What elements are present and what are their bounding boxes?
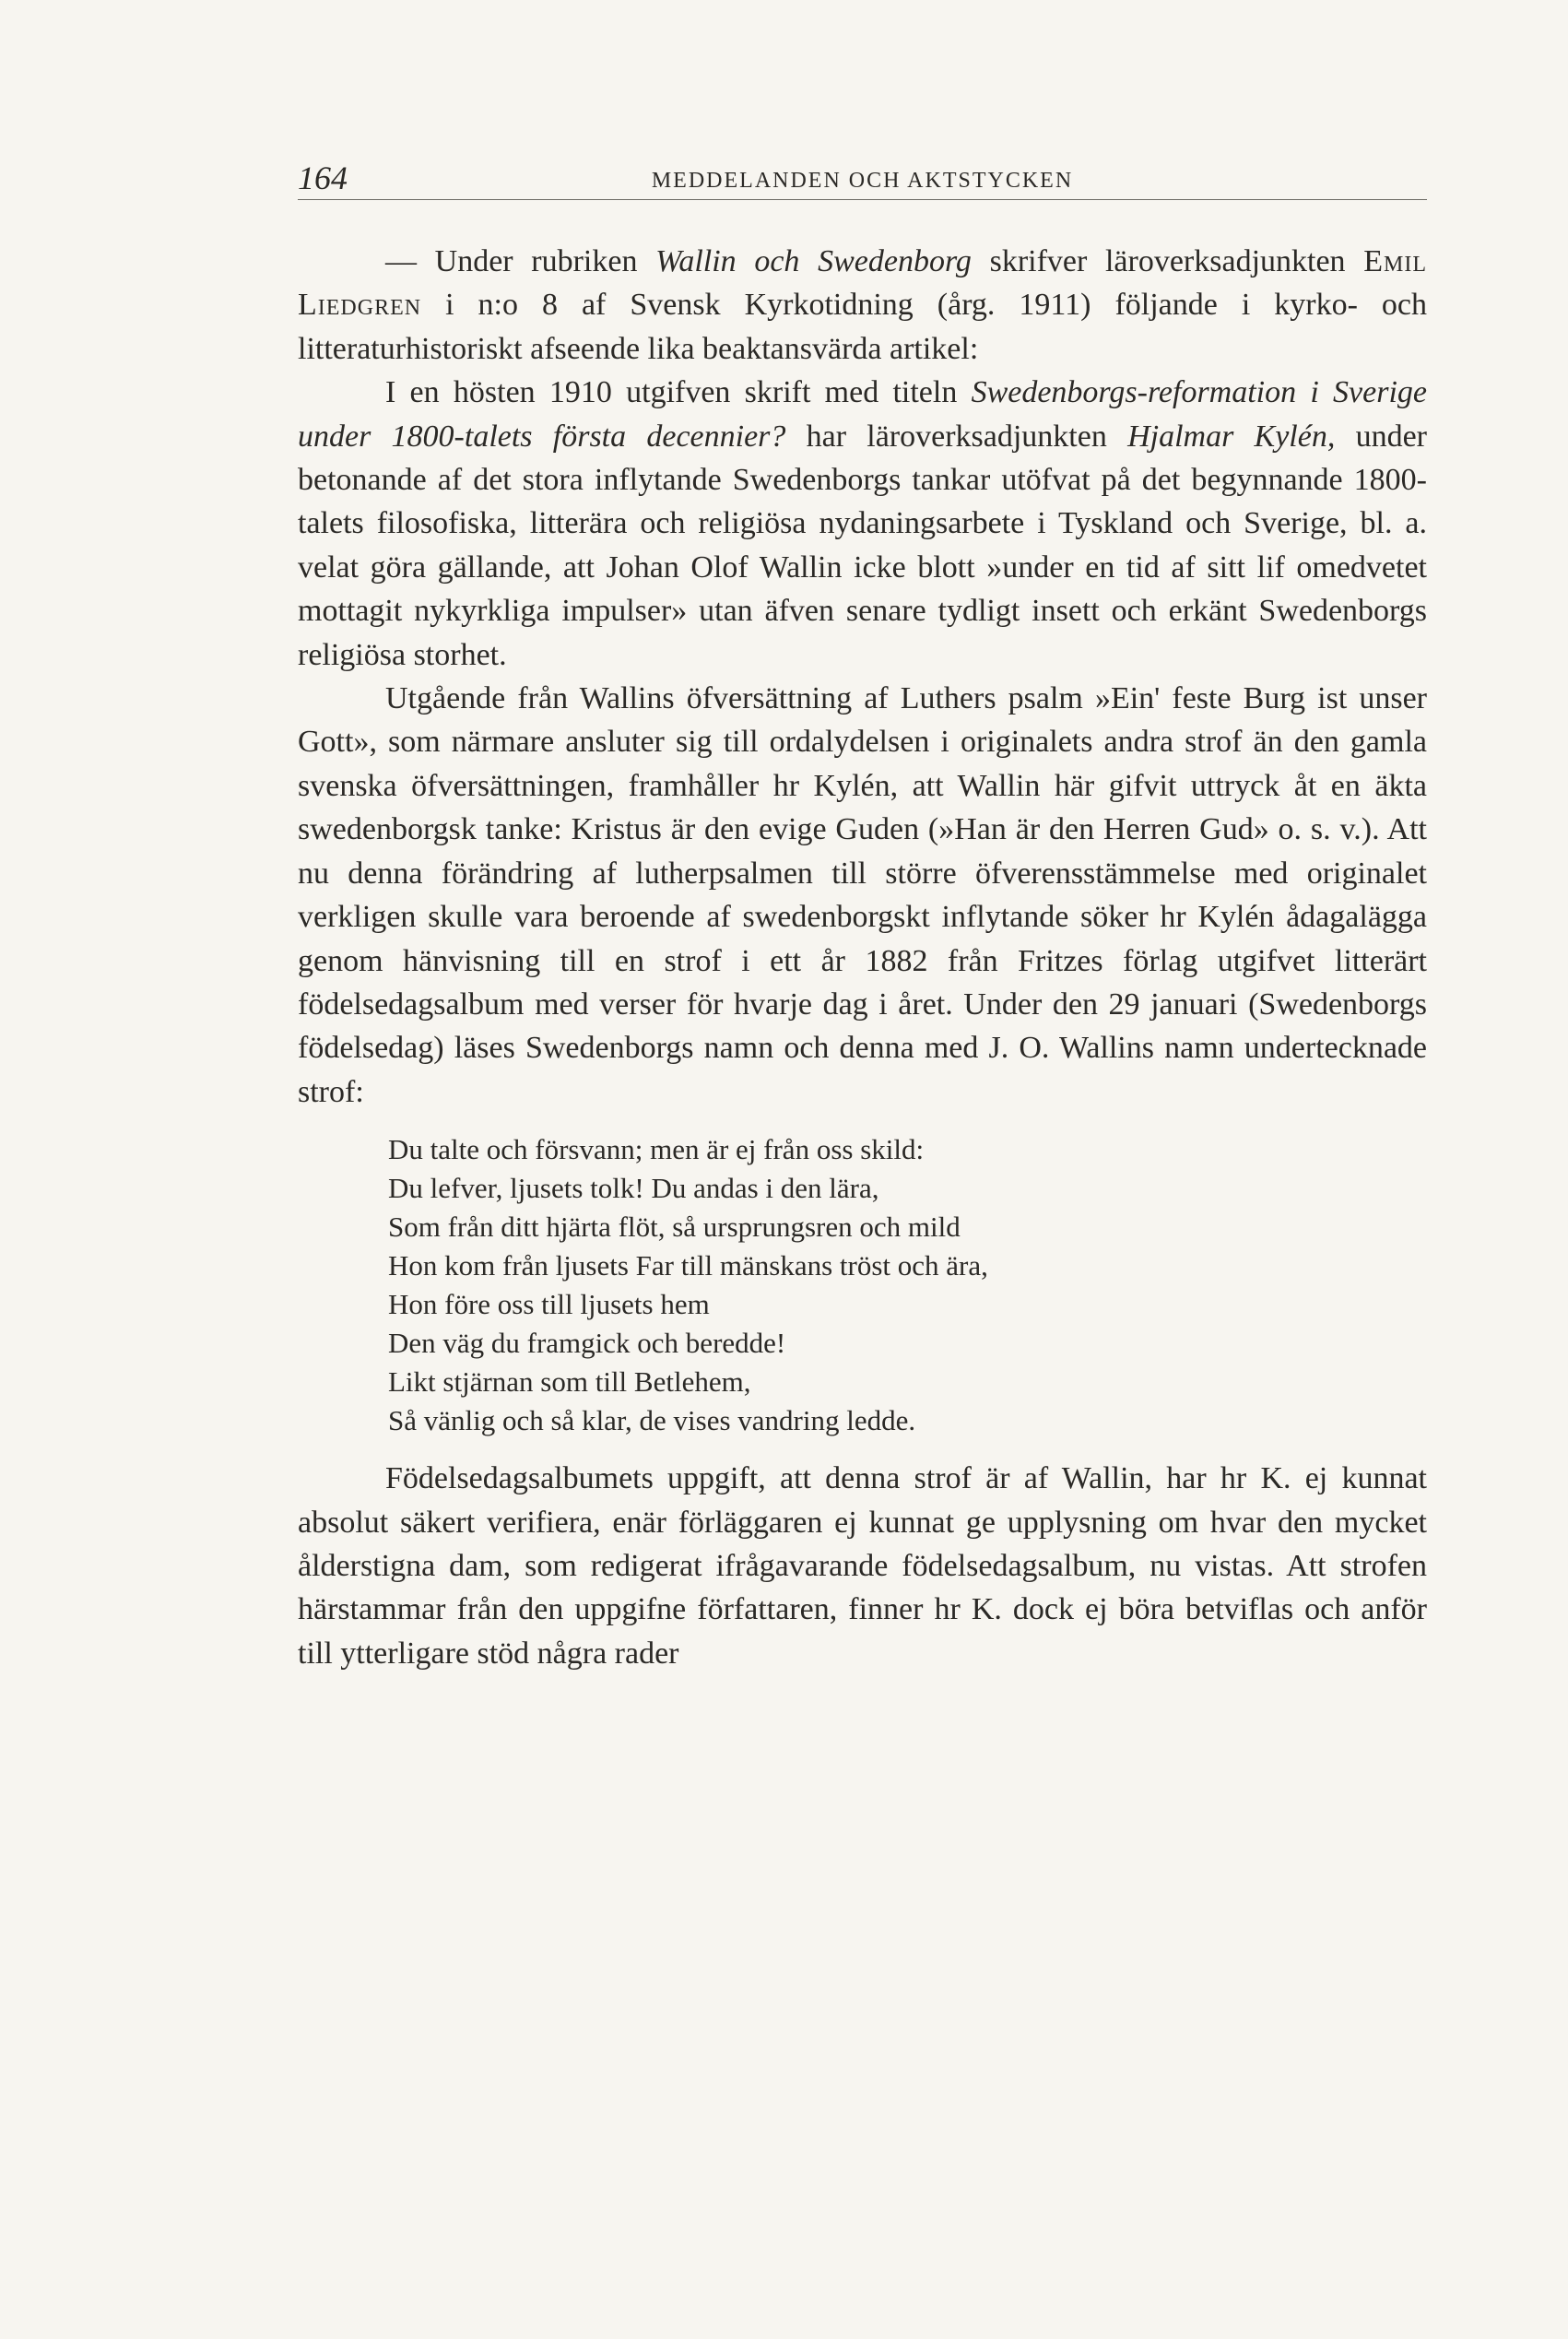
p2-italic-author: Hjalmar Kylén, [1127, 419, 1336, 454]
p1-text-2: skrifver läroverksadjunkten [971, 244, 1364, 278]
paragraph-4: Födelsedagsalbumets uppgift, att denna strof är af Wallin, har hr K. ej kunnat absolut säkert verifiera, enär förläggaren ej kunnat ge upplysning om hvar den mycket ålderstigna dam, som redigerat ifrågavarande födelsedagsalbum, nu vistas. Att strofen härstammar från den uppgifne författaren, finner hr K. dock ej böra betviflas och anför till ytterligare stöd några rader [298, 1461, 1427, 1671]
page-number: 164 [298, 159, 348, 196]
verse-line: Hon före oss till ljusets hem [388, 1288, 710, 1321]
p1-author-name: Emil Liedgren [298, 244, 1427, 323]
paragraph-1 [298, 240, 1427, 371]
p1-italic-title: Wallin och Swedenborg [655, 244, 972, 278]
verse-line: Hon kom från ljusets Far till mänskans tröst och ära, [388, 1249, 988, 1282]
body-text [298, 240, 1427, 1675]
header-title: MEDDELANDEN OCH AKTSTYCKEN [651, 169, 1074, 193]
paragraph-3: Utgående från Wallins öfversättning af Luthers psalm »Ein' feste Burg ist unser Gott», som närmare ansluter sig till ordalydelsen i originalets andra strof än den gamla svenska öfversättningen, framhåller hr Kylén, att Wallin här gifvit uttryck åt en äkta swedenborgsk tanke: Kristus är den evige Guden (»Han är den Herren Gud» o. s. v.). Att nu denna förändring af lutherpsalmen till större öfverensstämmelse med originalet verkligen skulle vara beroende af swedenborgskt inflytande söker hr Kylén ådagalägga genom hänvisning till en strof i ett år 1882 från Fritzes förlag utgifvet litterärt födelsedagsalbum med verser för hvarje dag i året. Under den 29 januari (Swedenborgs födelsedag) läses Swedenborgs namn och denna med J. O. Wallins namn undertecknade strof: [298, 681, 1427, 1109]
p2-text-1: I en hösten 1910 utgifven skrift med titeln [385, 375, 972, 410]
verse-line: Som från ditt hjärta flöt, så ursprungsren och mild [388, 1211, 961, 1244]
verse-line: Du talte och försvann; men är ej från oss skild: [388, 1133, 925, 1166]
p2-text-3: under betonande af det stora inflytande Swedenborgs tankar utöfvat på det begynnande 1800-talets filosofiska, litterära och religiösa nydaningsarbete i Tyskland och Sverige, bl. a. velat göra gällande, att Johan Olof Wallin icke blott »under en tid af sitt lif omedvetet mottagit nykyrkliga impulser» utan äfven senare tydligt insett och erkänt Swedenborgs religiösa storhet. [298, 419, 1427, 672]
verse-line: Likt stjärnan som till Betlehem, [388, 1365, 751, 1399]
p2-italic-book-title: Swedenborgs-reformation i Sverige under 1800-talets första decennier? [298, 375, 1427, 454]
p1-text-3: i n:o 8 af Svensk Kyrkotidning (årg. 1911) följande i kyrko- och litteraturhistoriskt afseende lika beaktansvärda artikel: [298, 288, 1427, 366]
verse-line: Så vänlig och så klar, de vises vandring ledde. [388, 1404, 916, 1437]
verse-block [388, 1130, 1427, 1440]
running-head [298, 157, 1427, 200]
verse-line: Du lefver, ljusets tolk! Du andas i den lära, [388, 1172, 879, 1205]
paragraph-2 [298, 371, 1427, 677]
verse-line: Den väg du framgick och beredde! [388, 1327, 786, 1360]
p2-text-2: har läroverksadjunkten [785, 419, 1128, 454]
p1-text-1: — Under rubriken [385, 244, 656, 278]
